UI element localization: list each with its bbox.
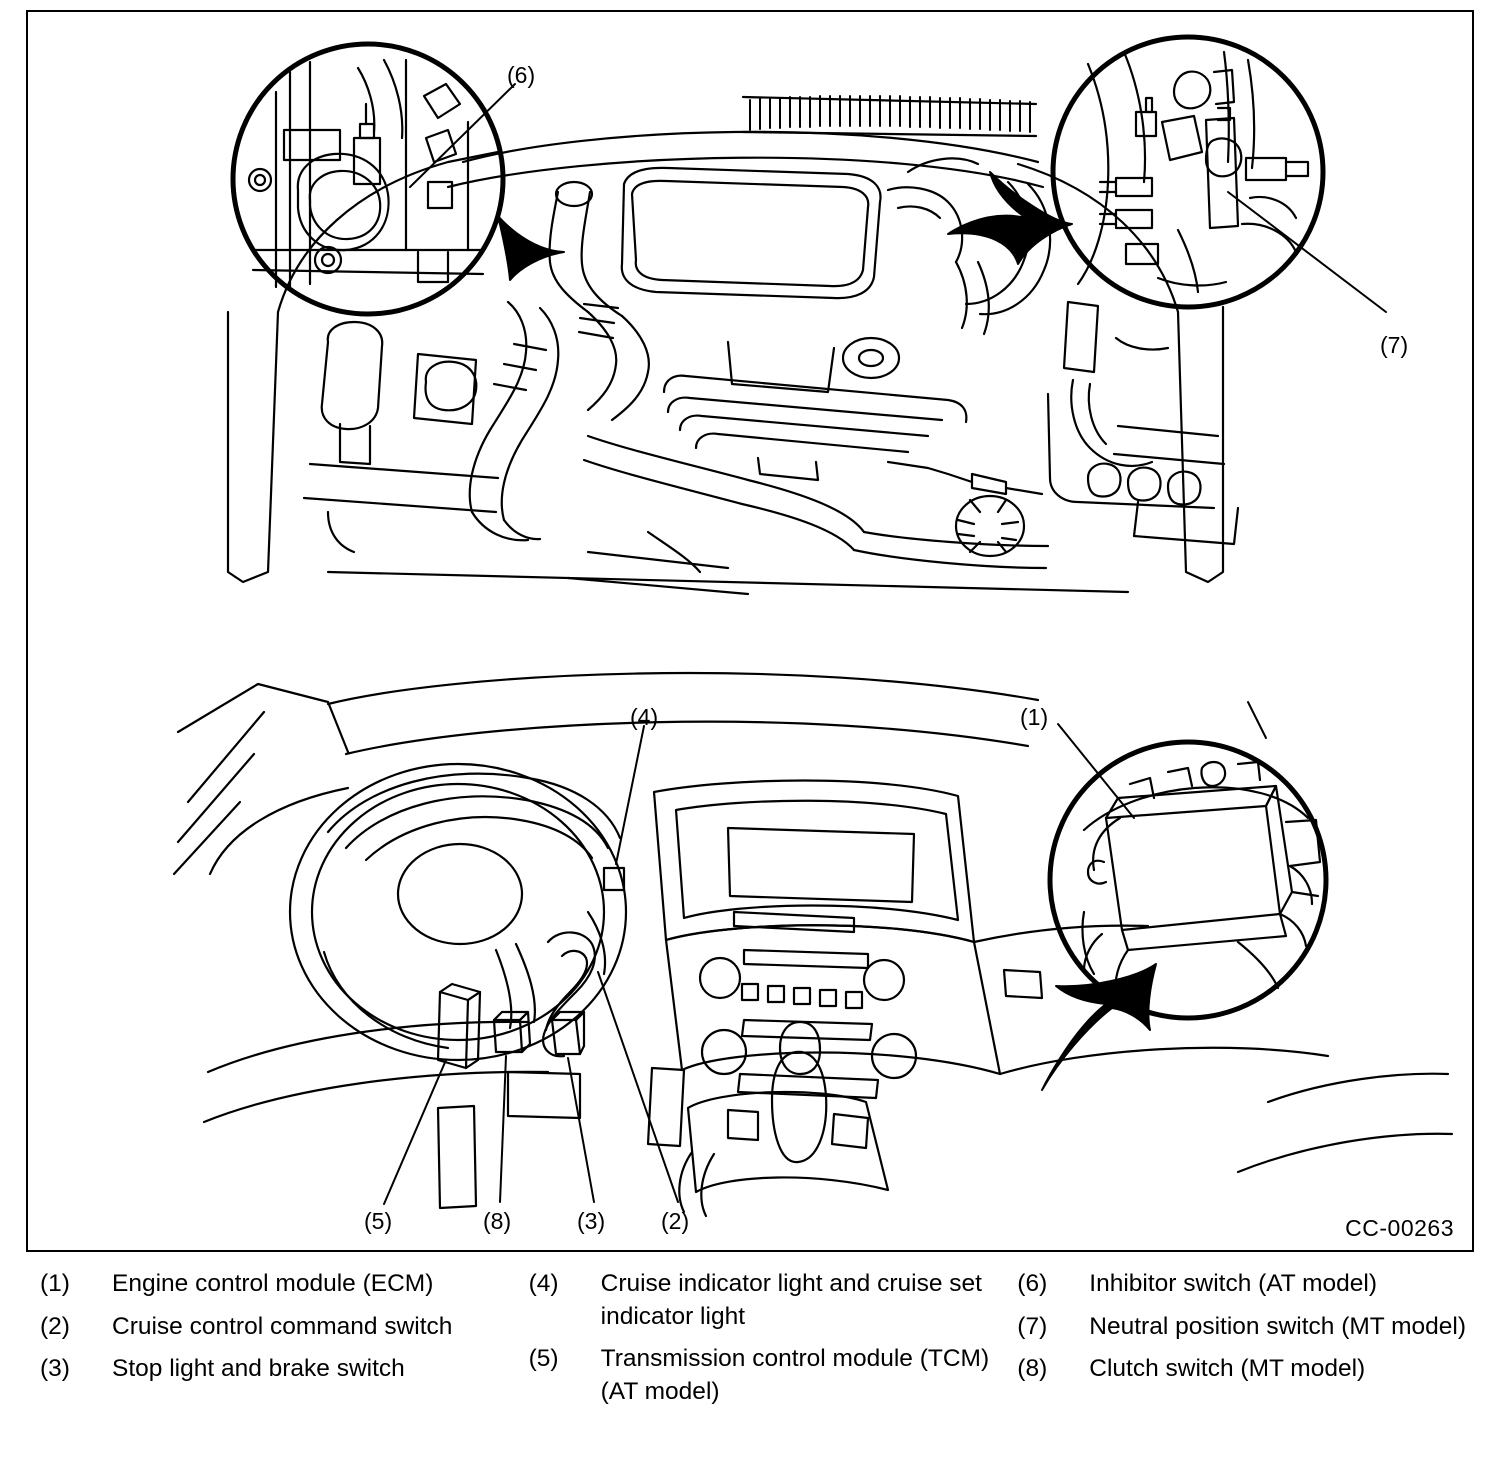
figure-frame <box>26 10 1474 1252</box>
legend-item-label: Cruise control command switch <box>112 1312 453 1340</box>
detail-circle-neutral-position-switch <box>1053 37 1323 307</box>
legend-item-number: (7) <box>1017 1312 1048 1340</box>
figure-id-code: CC-00263 <box>1345 1215 1454 1241</box>
legend-item <box>529 1343 1018 1408</box>
legend-item <box>40 1353 529 1386</box>
legend-column-1 <box>26 1268 529 1396</box>
callout-label-2: (2) <box>661 1208 690 1234</box>
legend-item-number: (5) <box>528 1345 559 1373</box>
legend-item <box>529 1268 1018 1333</box>
legend-item-number: (3) <box>40 1355 70 1383</box>
legend <box>26 1268 1486 1418</box>
vehicle-component-location-diagram <box>28 12 1472 1250</box>
detail-circle-ecm <box>1050 742 1326 1018</box>
legend-column-3 <box>1017 1268 1486 1396</box>
callout-label-4: (4) <box>630 704 659 730</box>
legend-item-number: (1) <box>40 1270 70 1297</box>
callout-label-5: (5) <box>364 1208 393 1234</box>
legend-column-2 <box>529 1268 1018 1418</box>
legend-item <box>40 1268 529 1301</box>
legend-item <box>1017 1311 1486 1344</box>
legend-item-number: (4) <box>528 1270 559 1297</box>
legend-item-number: (6) <box>1017 1270 1048 1297</box>
legend-item-label: Stop light and brake switch <box>112 1355 405 1383</box>
legend-item <box>1017 1353 1486 1386</box>
dashboard-illustration <box>174 673 1452 1216</box>
callout-label-1: (1) <box>1020 704 1049 730</box>
legend-item-label: Transmission control module (TCM) (AT model) <box>600 1345 990 1405</box>
detail-circle-inhibitor-switch <box>233 44 503 314</box>
callout-label-3: (3) <box>577 1208 606 1234</box>
legend-item-label: Neutral position switch (MT model) <box>1089 1312 1466 1340</box>
legend-item-label: Engine control module (ECM) <box>112 1270 434 1297</box>
legend-item-label: Cruise indicator light and cruise set indicator light <box>600 1270 982 1330</box>
callout-label-7: (7) <box>1380 332 1409 358</box>
legend-item-number: (2) <box>40 1312 70 1340</box>
callout-label-8: (8) <box>483 1208 512 1234</box>
legend-item <box>40 1311 529 1344</box>
legend-item-label: Clutch switch (MT model) <box>1089 1355 1366 1383</box>
callout-label-6: (6) <box>507 62 536 88</box>
legend-item <box>1017 1268 1486 1301</box>
legend-item-label: Inhibitor switch (AT model) <box>1089 1270 1378 1297</box>
legend-item-number: (8) <box>1017 1355 1048 1383</box>
